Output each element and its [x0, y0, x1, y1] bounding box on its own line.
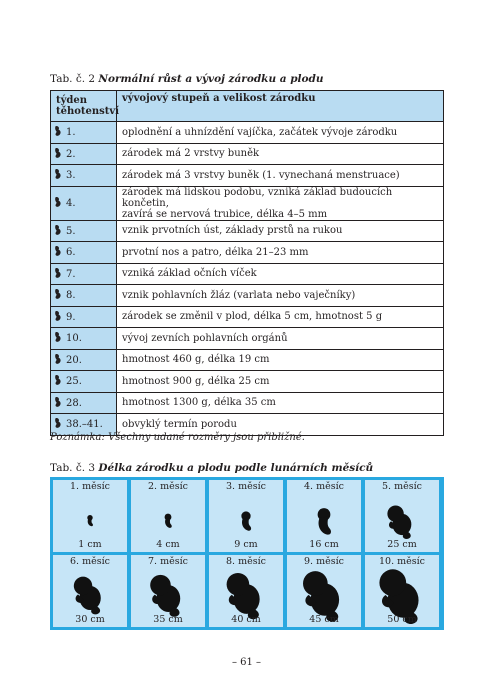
month-label: 3. měsíc [226, 481, 266, 492]
length-label: 25 cm [387, 539, 417, 550]
stage-cell [117, 165, 444, 187]
foot-icon [55, 197, 61, 207]
foot-icon [55, 148, 61, 158]
stage-text: hmotnost 1300 g, délka 35 cm [122, 397, 276, 409]
embryo-icon [318, 508, 331, 535]
stage-text: zavírá se nervová trubice, délka 4–5 mm [122, 208, 328, 220]
stage-cell [117, 263, 444, 285]
month-label: 8. měsíc [226, 556, 266, 567]
month-label: 6. měsíc [70, 556, 110, 567]
week-cell [51, 143, 117, 165]
table-row [51, 392, 444, 414]
stage-cell [117, 242, 444, 264]
month-cell [131, 555, 205, 627]
table2-caption [50, 73, 324, 85]
foot-icon [55, 375, 61, 385]
stage-cell [117, 186, 444, 220]
table-row [51, 306, 444, 328]
table-row [51, 328, 444, 350]
week-number: 4. [66, 198, 76, 209]
page-number: – 61 – [231, 657, 262, 668]
week-cell [51, 122, 117, 144]
table-row [51, 220, 444, 242]
length-label: 16 cm [309, 539, 339, 550]
stage-cell [117, 220, 444, 242]
length-label: 50 cm [387, 614, 417, 625]
week-header-line-1: týden [56, 95, 88, 106]
month-cell [287, 555, 361, 627]
embryo-icon [165, 514, 172, 528]
foot-icon [55, 246, 61, 256]
stage-cell [117, 143, 444, 165]
embryo-icon [387, 506, 411, 539]
table3-title: Délka zárodku a plodu podle lunárních měsíců [98, 462, 374, 474]
week-cell [51, 165, 117, 187]
week-number: 25. [66, 376, 82, 388]
month-cell [287, 480, 361, 552]
week-number: 20. [66, 354, 82, 366]
stage-cell [117, 371, 444, 393]
week-number: 10. [66, 333, 82, 345]
foot-icon [55, 289, 61, 299]
table2-label: Tab. č. 2 [50, 73, 99, 85]
week-cell [51, 328, 117, 350]
stage-text: vznik pohlavních žláz (varlata nebo vaječníky) [122, 289, 356, 301]
stage-cell [117, 285, 444, 307]
month-cell [209, 480, 283, 552]
week-number: 1. [66, 127, 76, 139]
table-row [51, 285, 444, 307]
stage-text: hmotnost 900 g, délka 25 cm [122, 375, 270, 387]
stage-text: zárodek má 2 vrstvy buněk [122, 148, 260, 160]
embryo-icon [150, 575, 180, 617]
length-label: 35 cm [153, 614, 183, 625]
embryo-icon [227, 573, 260, 619]
stage-text: vývoj zevních pohlavních orgánů [122, 332, 288, 344]
table-row [51, 143, 444, 165]
stage-text: vznik prvotních úst, základy prstů na rukou [122, 225, 343, 237]
fetal-development-table [50, 90, 444, 436]
table-row [51, 371, 444, 393]
week-number: 5. [66, 225, 76, 237]
month-label: 5. měsíc [382, 481, 422, 492]
month-label: 7. měsíc [148, 556, 188, 567]
week-cell [51, 285, 117, 307]
table2-title: Normální růst a vývoj zárodku a plodu [98, 73, 324, 85]
week-cell [51, 306, 117, 328]
month-cell [53, 480, 127, 552]
week-number: 2. [66, 148, 76, 160]
week-number: 9. [66, 311, 76, 323]
month-label: 2. měsíc [148, 481, 188, 492]
foot-icon [55, 268, 61, 278]
month-cell [53, 555, 127, 627]
week-cell [51, 263, 117, 285]
week-number: 7. [66, 268, 76, 280]
length-label: 1 cm [78, 539, 102, 550]
month-label: 9. měsíc [304, 556, 344, 567]
month-cell [365, 555, 439, 627]
stage-text: zárodek má 3 vrstvy buněk (1. vynechaná menstruace) [122, 169, 400, 181]
table-header-row [51, 91, 444, 122]
stage-text: vzniká základ očních víček [122, 268, 257, 280]
stage-text: obvyklý termín porodu [122, 418, 237, 430]
stage-text: hmotnost 460 g, délka 19 cm [122, 354, 270, 366]
week-number: 6. [66, 247, 76, 259]
month-label: 1. měsíc [70, 481, 110, 492]
month-label: 10. měsíc [379, 556, 425, 567]
month-label: 4. měsíc [304, 481, 344, 492]
week-column-header [51, 91, 120, 122]
foot-icon [55, 397, 61, 407]
month-cell [365, 480, 439, 552]
week-cell [51, 220, 117, 242]
stage-text: prvotní nos a patro, délka 21–23 mm [122, 246, 309, 258]
stage-cell [117, 328, 444, 350]
length-label: 4 cm [156, 539, 180, 550]
table3-caption [50, 462, 373, 474]
foot-icon [55, 126, 61, 136]
stage-text: zárodek má lidskou podobu, vzniká základ budoucích končetin, [122, 186, 393, 209]
stage-cell [117, 122, 444, 144]
week-number: 8. [66, 290, 76, 302]
foot-icon [55, 354, 61, 364]
table-row [51, 263, 444, 285]
foot-icon [55, 225, 61, 235]
length-label: 45 cm [309, 614, 339, 625]
week-cell [51, 349, 117, 371]
length-label: 9 cm [234, 539, 258, 550]
week-number: 28. [66, 397, 82, 409]
month-cell [209, 555, 283, 627]
stage-cell [117, 349, 444, 371]
foot-icon [55, 332, 61, 342]
stage-column-header: vývojový stupeň a velikost zárodku [117, 91, 444, 122]
week-number: 3. [66, 170, 76, 182]
foot-icon [55, 418, 61, 428]
stage-cell [117, 392, 444, 414]
stage-text: oplodnění a uhnízdění vajíčka, začátek vývoje zárodku [122, 126, 398, 138]
table-row [51, 165, 444, 187]
embryo-icon [87, 515, 93, 526]
week-cell [51, 392, 117, 414]
table3-label: Tab. č. 3 [50, 462, 99, 474]
foot-icon [55, 311, 61, 321]
fetal-length-grid [50, 477, 444, 630]
foot-icon [55, 169, 61, 179]
table-row [51, 349, 444, 371]
stage-cell [117, 306, 444, 328]
length-label: 40 cm [231, 614, 261, 625]
embryo-icon [74, 577, 101, 615]
week-cell [51, 186, 117, 220]
week-number: 38.–41. [66, 419, 103, 431]
week-cell [51, 371, 117, 393]
table2-note: Poznámka: Všechny udané rozměry jsou přibližné. [50, 432, 305, 443]
table-row [51, 122, 444, 144]
week-header-line-2: těhotenství [56, 106, 120, 117]
length-label: 30 cm [75, 614, 105, 625]
month-cell [131, 480, 205, 552]
week-cell [51, 242, 117, 264]
stage-text: zárodek se změnil v plod, délka 5 cm, hmotnost 5 g [122, 311, 383, 323]
table-row [51, 186, 444, 220]
table-row [51, 242, 444, 264]
embryo-icon [241, 511, 251, 530]
